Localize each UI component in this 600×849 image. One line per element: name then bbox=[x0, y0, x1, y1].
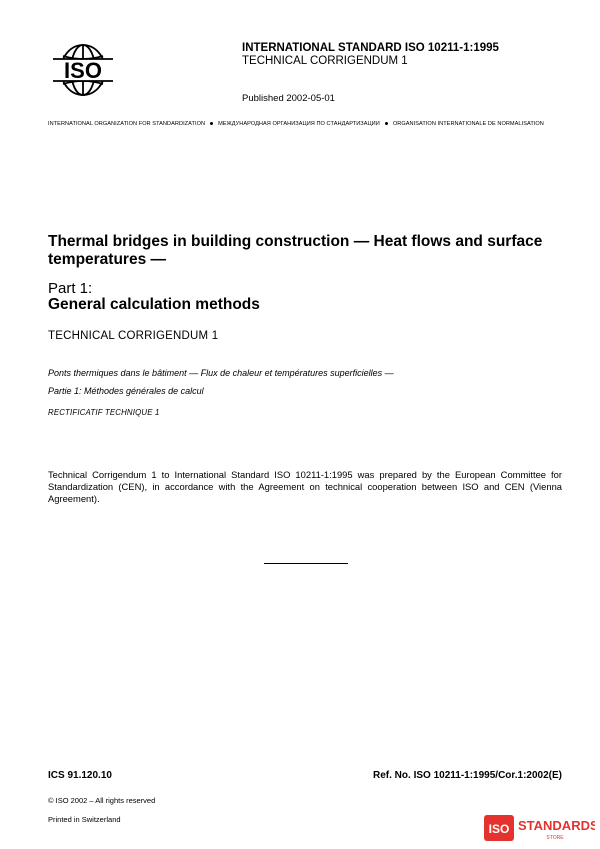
svg-text:ISO: ISO bbox=[64, 58, 102, 83]
copyright: © ISO 2002 – All rights reserved bbox=[48, 796, 156, 805]
reference-number: Ref. No. ISO 10211-1:1995/Cor.1:2002(E) bbox=[373, 770, 562, 781]
french-corrigendum: RECTIFICATIF TECHNIQUE 1 bbox=[48, 408, 160, 417]
iso-standards-store-logo bbox=[483, 812, 595, 844]
ics-code: ICS 91.120.10 bbox=[48, 770, 112, 781]
document-title: Thermal bridges in building construction — Heat flows and surface temperatures — bbox=[48, 233, 543, 268]
part-title: General calculation methods bbox=[48, 296, 260, 313]
published-date: Published 2002-05-01 bbox=[242, 93, 335, 104]
org-name-fr: ORGANISATION INTERNATIONALE DE NORMALISATION bbox=[392, 121, 544, 127]
corrigendum-label: TECHNICAL CORRIGENDUM 1 bbox=[48, 330, 219, 342]
organization-names bbox=[48, 121, 568, 127]
printed-in: Printed in Switzerland bbox=[48, 815, 121, 824]
divider bbox=[264, 563, 348, 564]
iso-logo bbox=[48, 42, 118, 98]
french-title: Ponts thermiques dans le bâtiment — Flux de chaleur et températures superficielles — bbox=[48, 368, 394, 378]
standard-title: INTERNATIONAL STANDARD ISO 10211-1:1995 bbox=[242, 42, 499, 54]
svg-text:STANDARDS: STANDARDS bbox=[518, 818, 595, 833]
corrigendum-header: TECHNICAL CORRIGENDUM 1 bbox=[242, 55, 408, 67]
french-part: Partie 1: Méthodes générales de calcul bbox=[48, 386, 204, 396]
bullet-icon bbox=[385, 122, 388, 125]
org-name-en: INTERNATIONAL ORGANIZATION FOR STANDARDIZATION bbox=[48, 121, 206, 127]
svg-text:ISO: ISO bbox=[488, 822, 510, 836]
part-label: Part 1: bbox=[48, 280, 93, 297]
svg-text:STORE: STORE bbox=[546, 835, 564, 841]
org-name-ru: МЕЖДУНАРОДНАЯ ОРГАНИЗАЦИЯ ПО СТАНДАРТИЗАЦИИ bbox=[218, 121, 380, 127]
bullet-icon bbox=[210, 122, 213, 125]
body-paragraph: Technical Corrigendum 1 to International Standard ISO 10211-1:1995 was prepared by the European Committee for Standardization (CEN), in accordance with the Agreement on technical cooperation between ISO and CEN (Vienna Agreement). bbox=[48, 469, 562, 504]
